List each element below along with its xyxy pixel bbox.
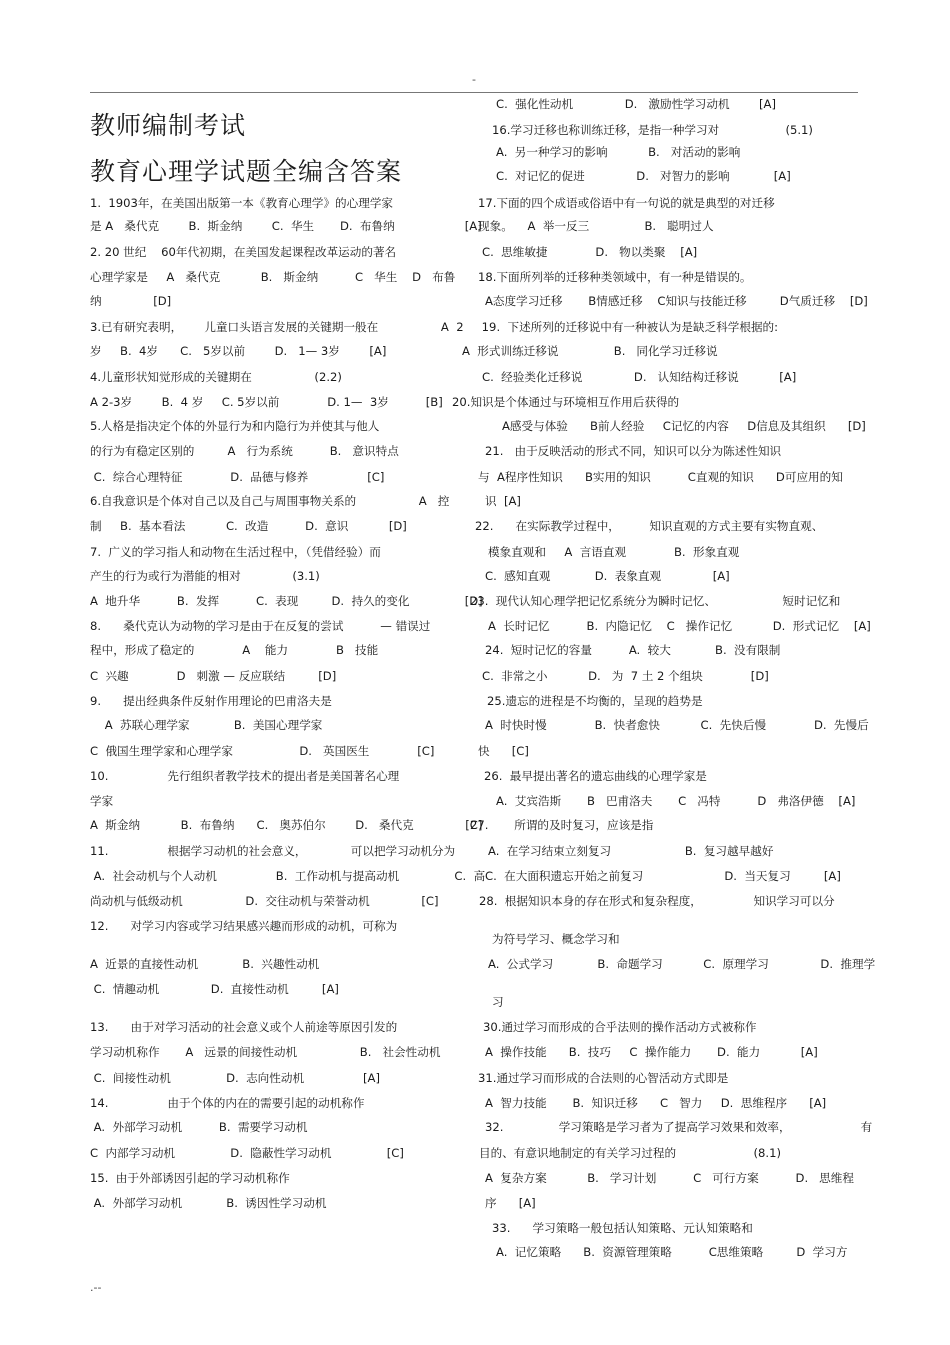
text-line: 30.通过学习而形成的合乎法则的操作活动方式被称作	[483, 1020, 757, 1034]
text-line: 快 [C]	[478, 744, 529, 758]
text-line: 8. 桑代克认为动物的学习是由于在反复的尝试 — 错误过	[90, 619, 431, 633]
text-line: 18.下面所列举的迁移种类领域中，有一种是错误的。	[478, 270, 752, 284]
text-line: 17.下面的四个成语或俗语中有一句说的就是典型的对迁移	[478, 196, 775, 210]
text-line: 4.儿童形状知觉形成的关键期在 (2.2)	[90, 370, 342, 384]
text-line: A感受与体验 B前人经验 C记忆的内容 D信息及其组织 [D]	[502, 419, 866, 433]
text-line: A 智力技能 B. 知识迁移 C 智力 D. 思维程序 [A]	[485, 1096, 827, 1110]
text-line: C. 综合心理特征 D. 品德与修养 [C]	[90, 470, 385, 484]
text-line: 32. 学习策略是学习者为了提高学习效果和效率， 有	[485, 1120, 873, 1134]
text-line: 3.已有研究表明， 儿童口头语言发展的关键期一般在 A 2	[90, 320, 464, 334]
text-line: 15. 由于外部诱因引起的学习动机称作	[90, 1171, 290, 1185]
text-line: C 兴趣 D 刺激 — 反应联结 [D]	[90, 669, 337, 683]
text-line: 程中，形成了稳定的 A 能力 B 技能	[90, 643, 379, 657]
text-line: A. 另一种学习的影响 B. 对活动的影响	[496, 145, 741, 159]
text-line: A. 外部学习动机 B. 需要学习动机	[90, 1120, 308, 1134]
text-line: 9. 提出经典条件反射作用理论的巴甫洛夫是	[90, 694, 332, 708]
text-line: C. 间接性动机 D. 志向性动机 [A]	[90, 1071, 380, 1085]
text-line: 制 B. 基本看法 C. 改造 D. 意识 [D]	[90, 519, 407, 533]
text-line: 与 A程序性知识 B实用的知识 C直观的知识 D可应用的知	[478, 470, 843, 484]
text-line: 7. 广义的学习指人和动物在生活过程中，（凭借经验）而	[90, 545, 381, 559]
text-line: A 操作技能 B. 技巧 C 操作能力 D. 能力 [A]	[485, 1045, 818, 1059]
text-line: A. 艾宾浩斯 B 巴甫洛夫 C 冯特 D 弗洛伊德 [A]	[496, 794, 856, 808]
text-line: 23. 现代认知心理学把记忆系统分为瞬时记忆、 短时记忆和	[470, 594, 841, 608]
text-line: 25.遗忘的进程是不均衡的，呈现的趋势是	[487, 694, 703, 708]
text-line: 习	[492, 995, 504, 1009]
text-line: 19. 下述所列的迁移说中有一种被认为是缺乏科学根据的:	[478, 320, 779, 334]
text-line: 识 [A]	[485, 494, 521, 508]
page-subtitle: 教育心理学试题全编含答案	[90, 157, 403, 186]
text-line: A 长时记忆 B. 内隐记忆 C 操作记忆 D. 形式记忆 [A]	[488, 619, 871, 633]
text-line: A 2-3岁 B. 4 岁 C. 5岁以前 D. 1— 3岁 [B]	[90, 395, 443, 409]
text-line: A 斯金纳 B. 布鲁纳 C. 奥苏伯尔 D. 桑代克 [C]	[90, 818, 483, 832]
text-line: A 苏联心理学家 B. 美国心理学家	[90, 718, 323, 732]
text-line: C. 感知直观 D. 表象直观 [A]	[485, 569, 730, 583]
text-line: C. 在大面积遗忘开始之前复习 D. 当天复习 [A]	[485, 869, 841, 883]
text-line: 10. 先行组织者教学技术的提出者是美国著名心理	[90, 769, 400, 783]
header-mark: -	[472, 73, 476, 86]
text-line: A 近景的直接性动机 B. 兴趣性动机	[90, 957, 320, 971]
text-line: 模象直观和 A 言语直观 B. 形象直观	[488, 545, 740, 559]
text-line: 学习动机称作 A 远景的间接性动机 B. 社会性动机	[90, 1045, 441, 1059]
text-line: C. 非常之小 D. 为 7 土 2 个组块 [D]	[482, 669, 769, 683]
text-line: 岁 B. 4岁 C. 5岁以前 D. 1— 3岁 [A]	[90, 344, 387, 358]
text-line: A 形式训练迁移说 B. 同化学习迁移说	[462, 344, 718, 358]
text-line: A. 公式学习 B. 命题学习 C. 原理学习 D. 推理学	[488, 957, 876, 971]
text-line: 16.学习迁移也称训练迁移，是指一种学习对 (5.1)	[492, 123, 813, 137]
text-line: C 内部学习动机 D. 隐蔽性学习动机 [C]	[90, 1146, 404, 1160]
text-line: 为符号学习、概念学习和	[492, 932, 620, 946]
text-line: 尚动机与低级动机 D. 交往动机与荣誉动机 [C]	[90, 894, 439, 908]
text-line: 24. 短时记忆的容量 A. 较大 B. 没有限制	[485, 643, 781, 657]
text-line: 1. 1903年，在美国出版第一本《教育心理学》的心理学家	[90, 196, 394, 210]
page-title: 教师编制考试	[90, 111, 247, 140]
text-line: 产生的行为或行为潜能的相对 (3.1)	[90, 569, 320, 583]
text-line: 21. 由于反映活动的形式不同，知识可以分为陈述性知识	[485, 444, 782, 458]
text-line: 28. 根据知识本身的存在形式和复杂程度， 知识学习可以分	[479, 894, 835, 908]
text-line: A. 在学习结束立刻复习 B. 复习越早越好	[488, 844, 774, 858]
text-line: A态度学习迁移 B情感迁移 C知识与技能迁移 D气质迁移 [D]	[485, 294, 868, 308]
text-line: A. 社会动机与个人动机 B. 工作动机与提高动机 C. 高	[90, 869, 486, 883]
text-line: A 地升华 B. 发挥 C. 表现 D. 持久的变化 [D]	[90, 594, 483, 608]
text-line: 2. 20 世纪 60年代初期，在美国发起课程改革运动的著名	[90, 245, 397, 259]
text-line: 目的、有意识地制定的有关学习过程的 (8.1)	[479, 1146, 781, 1160]
text-line: 6.自我意识是个体对自己以及自己与周围事物关系的 A 控	[90, 494, 450, 508]
text-line: C. 经验类化迁移说 D. 认知结构迁移说 [A]	[482, 370, 797, 384]
text-line: C. 情趣动机 D. 直接性动机 [A]	[90, 982, 339, 996]
text-line: A 复杂方案 B. 学习计划 C 可行方案 D. 思维程	[485, 1171, 854, 1185]
text-line: C 俄国生理学家和心理学家 D. 英国医生 [C]	[90, 744, 435, 758]
text-line: 27. 所谓的及时复习，应该是指	[470, 818, 654, 832]
text-line: 14. 由于个体的内在的需要引起的动机称作	[90, 1096, 365, 1110]
text-line: A. 记忆策略 B. 资源管理策略 C思维策略 D 学习方	[496, 1245, 848, 1259]
text-line: A. 外部学习动机 B. 诱因性学习动机	[90, 1196, 327, 1210]
text-line: 是 A 桑代克 B. 斯金纳 C. 华生 D. 布鲁纳 [A]	[90, 219, 482, 233]
text-line: 13. 由于对学习活动的社会意义或个人前途等原因引发的	[90, 1020, 398, 1034]
text-line: A 时快时慢 B. 快者愈快 C. 先快后慢 D. 先慢后	[485, 718, 869, 732]
text-line: 12. 对学习内容或学习结果感兴趣而形成的动机，可称为	[90, 919, 398, 933]
text-line: C. 思维敏捷 D. 物以类聚 [A]	[482, 245, 698, 259]
text-line: 现象。 A 举一反三 B. 聪明过人	[478, 219, 714, 233]
text-line: 纳 [D]	[90, 294, 172, 308]
text-line: C. 强化性动机 D. 激励性学习动机 [A]	[496, 97, 777, 111]
text-line: 5.人格是指决定个体的外显行为和内隐行为并使其与他人	[90, 419, 380, 433]
text-line: 31.通过学习而形成的合法则的心智活动方式即是	[478, 1071, 729, 1085]
text-line: C. 对记忆的促进 D. 对智力的影响 [A]	[496, 169, 791, 183]
footer-mark: .--	[90, 1281, 102, 1294]
text-line: 的行为有稳定区别的 A 行为系统 B. 意识特点	[90, 444, 399, 458]
text-line: 学家	[90, 794, 114, 808]
header-rule	[90, 92, 858, 93]
text-line: 11. 根据学习动机的社会意义， 可以把学习动机分为	[90, 844, 456, 858]
text-line: 序 [A]	[485, 1196, 536, 1210]
text-line: 33. 学习策略一般包括认知策略、元认知策略和	[492, 1221, 753, 1235]
text-line: 22. 在实际教学过程中， 知识直观的方式主要有实物直观、	[475, 519, 824, 533]
text-line: 26. 最早提出著名的遗忘曲线的心理学家是	[484, 769, 707, 783]
text-line: 心理学家是 A 桑代克 B. 斯金纳 C 华生 D 布鲁	[90, 270, 456, 284]
text-line: 20.知识是个体通过与环境相互作用后获得的	[452, 395, 680, 409]
